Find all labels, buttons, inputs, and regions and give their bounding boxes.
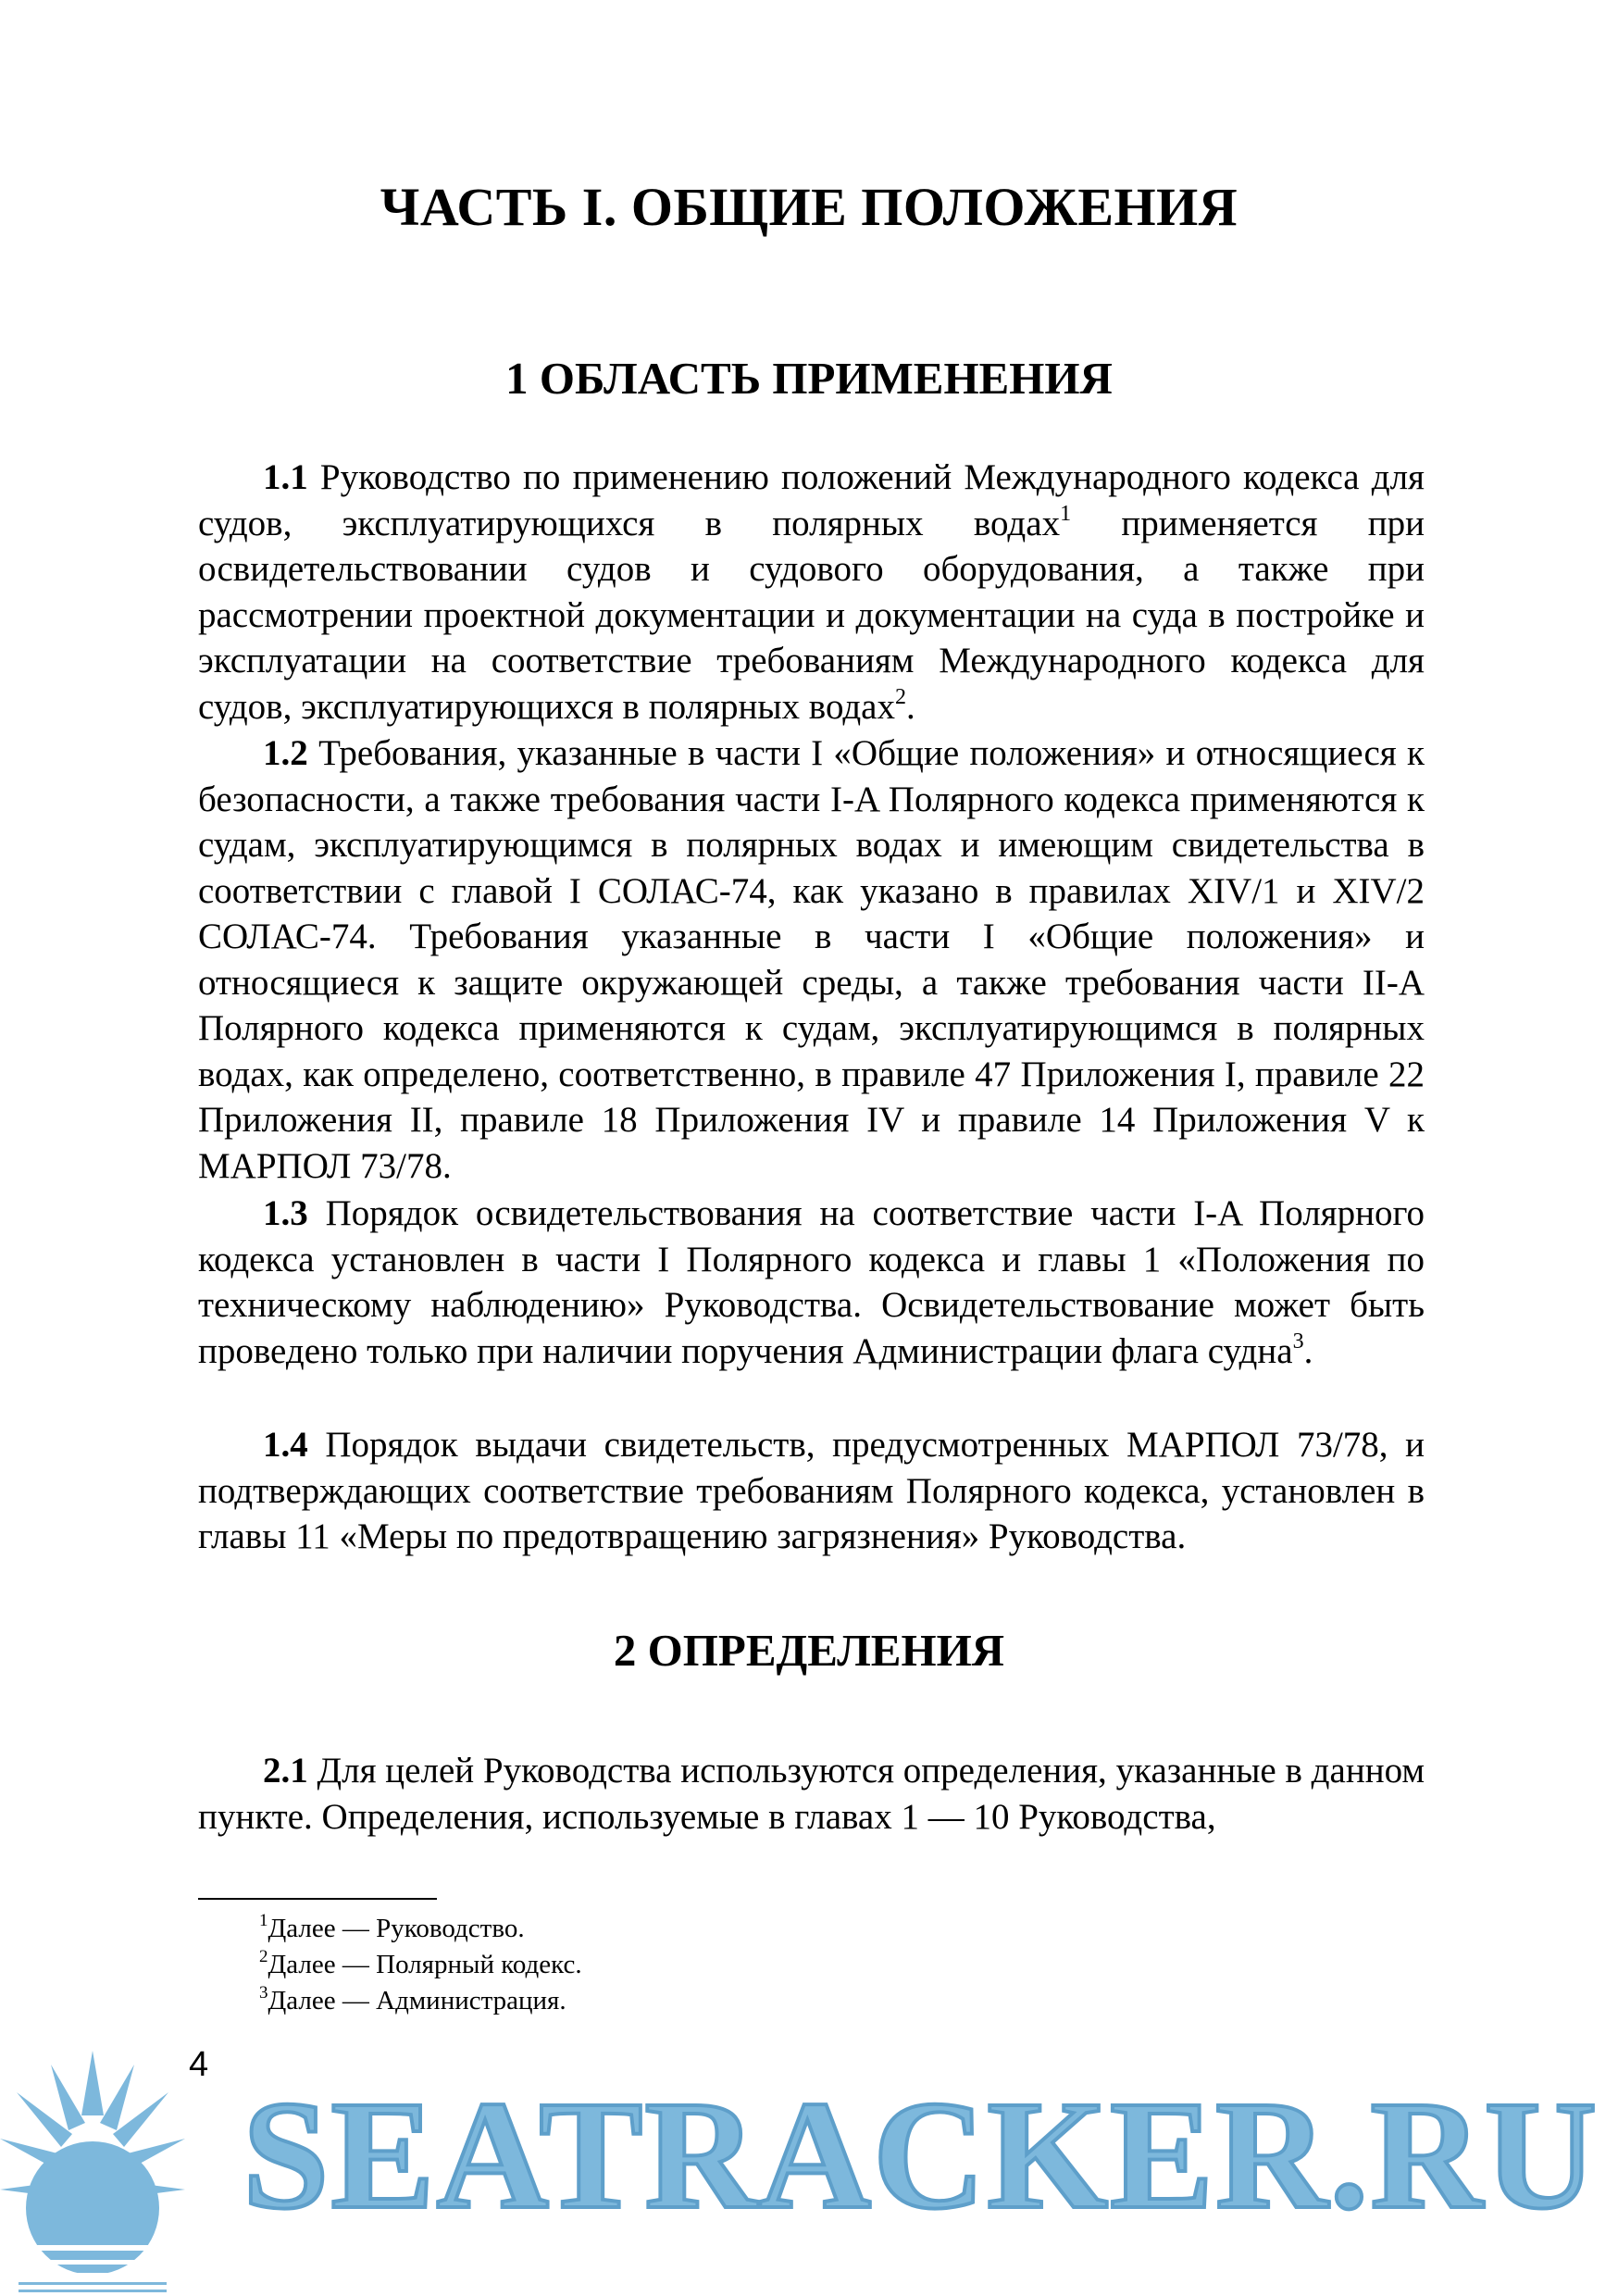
footnote <box>259 1985 566 2016</box>
paragraph-number: 1.1 <box>263 457 308 497</box>
footnote-mark: 1 <box>259 1911 268 1930</box>
paragraph-number: 1.2 <box>263 733 308 773</box>
footnote-mark: 2 <box>259 1947 268 1966</box>
footnote-divider <box>198 1898 437 1900</box>
page-title: ЧАСТЬ I. ОБЩИЕ ПОЛОЖЕНИЯ <box>380 177 1238 237</box>
paragraph-text: Руководство по применению положений Международного кодекса для судов, эксплуатирующихся в полярных водах <box>198 457 1425 543</box>
footnote-mark: 3 <box>259 1983 268 2003</box>
paragraph-text: . <box>1303 1330 1313 1371</box>
paragraph-text: Для целей Руководства используются определения, указанные в данном пункте. Определения, используемые в главах 1 — 10 Руководства, <box>198 1751 1425 1837</box>
footnote-ref: 3 <box>1292 1329 1304 1354</box>
paragraph-text: Требования, указанные в части I «Общие положения» и относящиеся к безопасности, а также требования части I-A Полярного кодекса применяются к судам, эксплуатирующимся в полярных водах и имеющим свидетельства в соответствии с главой I СОЛАС-74, как указано в правилах XIV/1 и XIV/2 СОЛАС-74. Требования указанные в части I «Общие положения» и относящиеся к защите окружающей среды, а также требования части II-A Полярного кодекса применяются к судам, эксплуатирующимся в полярных водах, как определено, соответственно, в правиле 47 Приложения I, правиле 22 Приложения II, правиле 18 Приложения IV и правиле 14 Приложения V к МАРПОЛ 73/78. <box>198 733 1425 1186</box>
paragraph-text: . <box>905 686 915 727</box>
footnote <box>259 1913 525 1944</box>
footnote-ref: 2 <box>894 684 906 709</box>
footnote-text: Далее — Полярный кодекс. <box>268 1950 582 1979</box>
page-number: 4 <box>189 2045 209 2084</box>
paragraph-2-1 <box>198 1748 1425 1840</box>
footnote-ref: 1 <box>1060 501 1072 526</box>
paragraph-1-2 <box>198 730 1425 1189</box>
paragraph-number: 2.1 <box>263 1751 308 1791</box>
paragraph-number: 1.4 <box>263 1425 308 1465</box>
paragraph-text: Порядок освидетельствования на соответствие части I-A Полярного кодекса установлен в части I Полярного кодекса и главы 1 «Положения по техническому наблюдению» Руководства. Освидетельствование может быть проведено только при наличии поручения Администрации флага судна <box>198 1193 1425 1371</box>
section-heading-scope: 1 ОБЛАСТЬ ПРИМЕНЕНИЯ <box>505 353 1113 404</box>
paragraph-text: Порядок выдачи свидетельств, предусмотренных МАРПОЛ 73/78, и подтверждающих соответствие требованиям Полярного кодекса, установлен в главы 11 «Меры по предотвращению загрязнения» Руководства. <box>198 1425 1425 1556</box>
footnote <box>259 1949 582 1980</box>
watermark-text: SEATRACKER.RU <box>243 2069 1599 2241</box>
paragraph-1-4 <box>198 1422 1425 1560</box>
footnote-text: Далее — Руководство. <box>268 1914 525 1943</box>
paragraph-1-1 <box>198 455 1425 730</box>
section-heading-definitions: 2 ОПРЕДЕЛЕНИЯ <box>613 1625 1005 1676</box>
paragraph-number: 1.3 <box>263 1193 308 1233</box>
footnote-text: Далее — Администрация. <box>268 1986 566 2015</box>
paragraph-text: применяется при освидетельствовании судов и судового оборудования, а также при рассмотрении проектной документации и документации на суда в постройке и эксплуатации на соответствие требованиям Международного кодекса для судов, эксплуатирующихся в полярных водах <box>198 503 1425 727</box>
paragraph-1-3 <box>198 1191 1425 1374</box>
sun-icon <box>0 2051 213 2296</box>
